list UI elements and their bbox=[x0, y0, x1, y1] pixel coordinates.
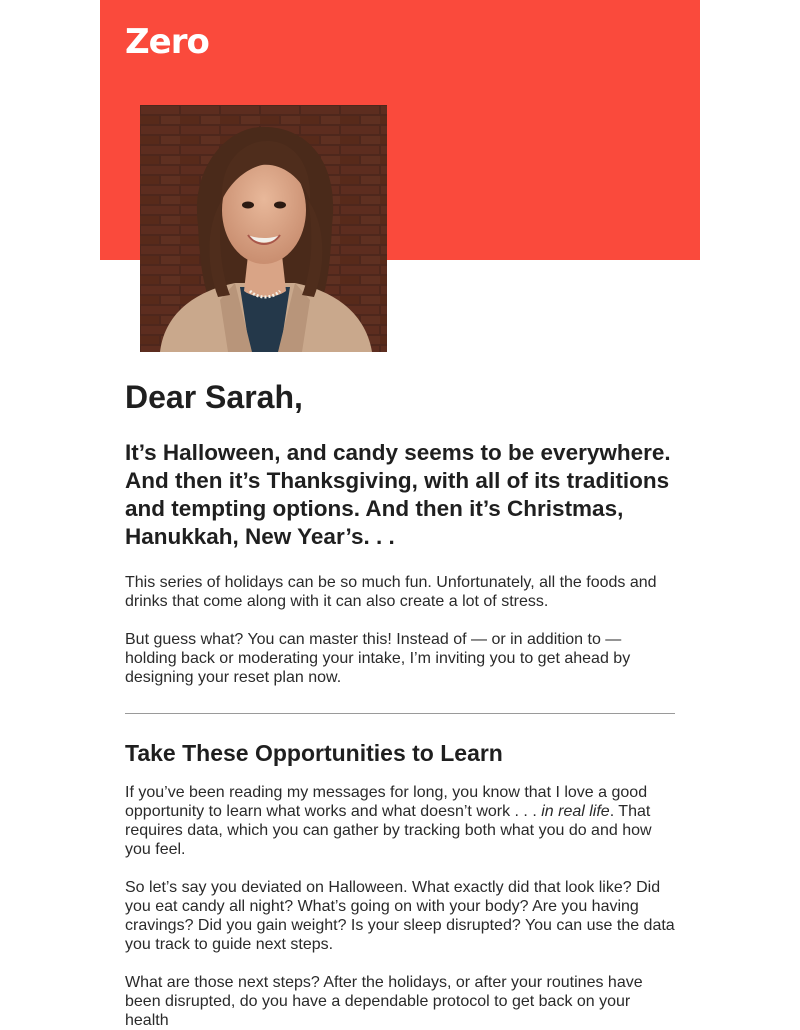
letter-content bbox=[125, 376, 675, 1030]
zero-logo[interactable]: Zero bbox=[125, 22, 209, 62]
paragraph-text: . That requires data, which you can gather by tracking both what you do and how you feel. bbox=[125, 803, 652, 858]
section-heading: Take These Opportunities to Learn bbox=[125, 740, 503, 766]
body-paragraph: This series of holidays can be so much fun. Unfortunately, all the foods and drinks that come along with it can also create a lot of stress. bbox=[125, 574, 657, 610]
lede-heading: It’s Halloween, and candy seems to be everywhere. And then it’s Thanksgiving, with all of its traditions and tempting options. And then it’s Christmas, Hanukkah, New Year’s. . . bbox=[125, 440, 671, 549]
body-paragraph: What are those next steps? After the holidays, or after your routines have been disrupted, do you have a dependable protocol to get back on your health bbox=[125, 974, 643, 1029]
section-divider bbox=[125, 713, 675, 714]
body-paragraph: So let’s say you deviated on Halloween. What exactly did that look like? Did you eat candy all night? What’s going on with your body? Are you having cravings? Did you gain weight? Is your sleep disrupted? You can use the data you track to guide next steps. bbox=[125, 879, 675, 953]
body-paragraph: But guess what? You can master this! Instead of — or in addition to — holding back or moderating your intake, I’m inviting you to get ahead by designing your reset plan now. bbox=[125, 631, 631, 686]
emphasis-text: in real life bbox=[541, 803, 610, 820]
author-portrait bbox=[140, 105, 387, 352]
email-body bbox=[100, 0, 700, 1029]
portrait-photo-icon bbox=[140, 105, 387, 352]
greeting-heading: Dear Sarah, bbox=[125, 379, 303, 415]
paragraph-text: If you’ve been reading my messages for long, you know that I love a good opportunity to learn what works and what doesn’t work . . . bbox=[125, 784, 648, 820]
body-paragraph bbox=[125, 783, 675, 859]
